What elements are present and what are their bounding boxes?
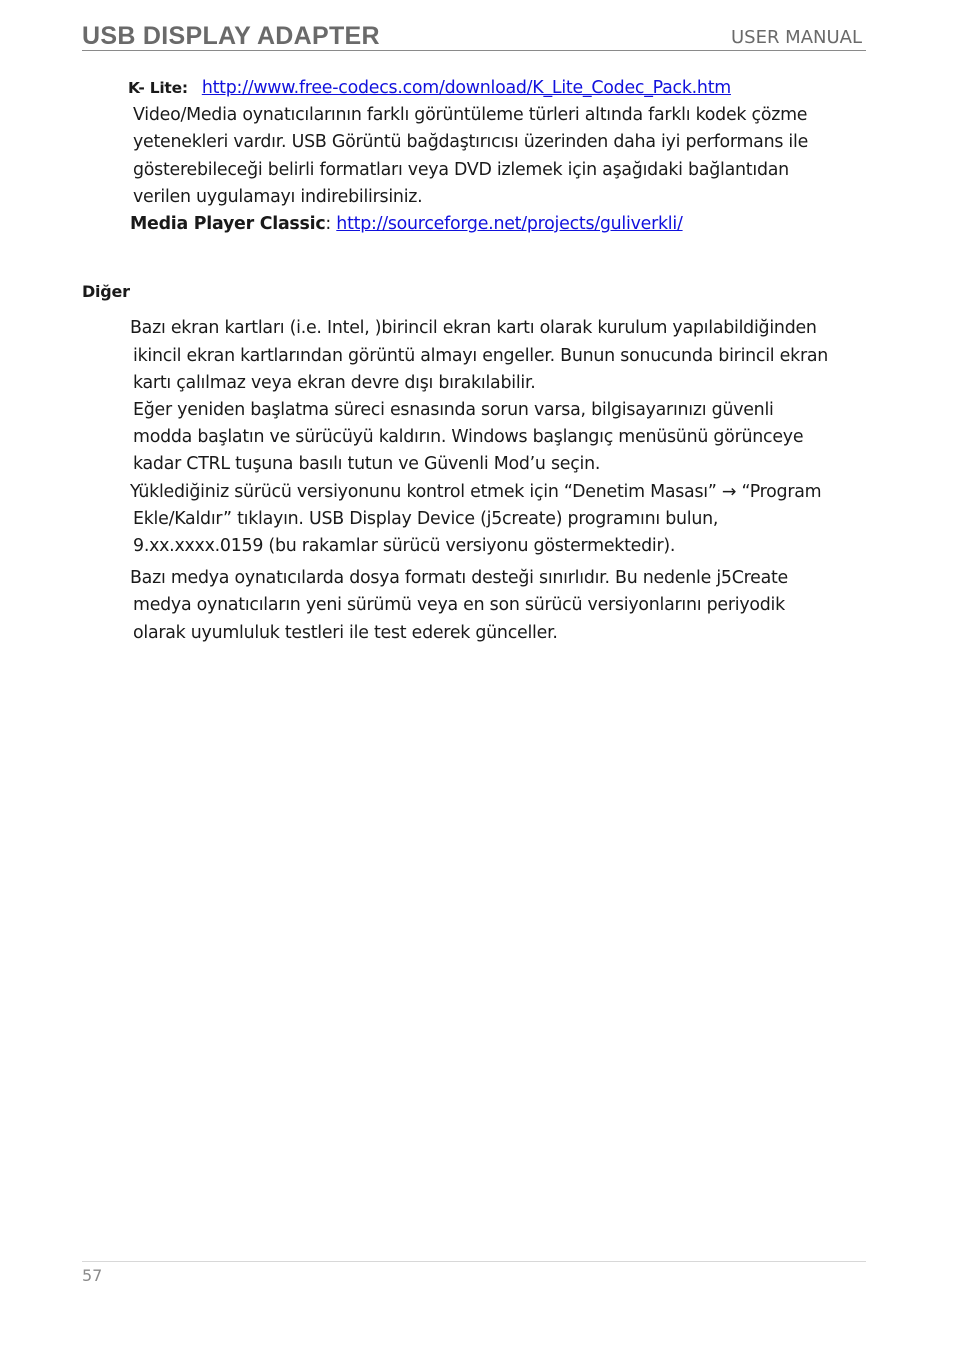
- document-type-label: USER MANUAL: [730, 27, 862, 48]
- klite-row: [82, 75, 892, 102]
- other-paragraph: [82, 479, 892, 561]
- paragraph-line: kartı çalılmaz veya ekran devre dışı bırakılabilir.: [133, 372, 536, 393]
- paragraph-line: ikincil ekran kartlarından görüntü almayı engeller. Bunun sonucunda birincil ekran: [133, 345, 829, 366]
- paragraph-line: Bazı ekran kartları (i.e. Intel, )birincil ekran kartı olarak kurulum yapılabildiğinden: [130, 318, 817, 339]
- page-content: [82, 75, 892, 647]
- klite-description-line: gösterebileceği belirli formatları veya DVD izlemek için aşağıdaki bağlantıdan: [133, 159, 789, 180]
- paragraph-line: Yüklediğiniz sürücü versiyonunu kontrol etmek için “Denetim Masası” → “Program: [130, 481, 822, 502]
- page-header: [82, 22, 866, 51]
- paragraph-line: medya oynatıcıların yeni sürümü veya en son sürücü versiyonlarını periyodik: [133, 595, 785, 616]
- section-heading-other: Diğer: [82, 282, 130, 302]
- page-footer: [82, 1261, 866, 1285]
- media-player-classic-link[interactable]: http://sourceforge.net/projects/guliverkli/: [336, 214, 683, 235]
- media-player-classic-label: Media Player Classic: [130, 214, 326, 235]
- paragraph-line: Bazı medya oynatıcılarda dosya formatı desteği sınırlıdır. Bu nedenle j5Create: [130, 568, 788, 589]
- media-player-classic-separator: :: [325, 214, 337, 235]
- klite-description-line: yetenekleri vardır. USB Görüntü bağdaştırıcısı üzerinden daha iyi performans ile: [133, 132, 809, 153]
- paragraph-line: olarak uyumluluk testleri ile test ederek günceller.: [133, 622, 558, 643]
- klite-description-line: Video/Media oynatıcılarının farklı görüntüleme türleri altında farklı kodek çözme: [133, 105, 808, 126]
- paragraph-line: Eğer yeniden başlatma süreci esnasında sorun varsa, bilgisayarınızı güvenli: [133, 400, 774, 421]
- klite-label: K- Lite:: [128, 79, 188, 97]
- media-player-classic-row: [82, 211, 892, 238]
- other-paragraph: [82, 315, 892, 397]
- other-paragraph: [82, 397, 892, 479]
- paragraph-line: 9.xx.xxxx.0159 (bu rakamlar sürücü versiyonu göstermektedir).: [133, 536, 676, 557]
- paragraph-line: kadar CTRL tuşuna basılı tutun ve Güvenli Mod’u seçin.: [133, 454, 601, 475]
- klite-download-link[interactable]: http://www.free-codecs.com/download/K_Lite_Codec_Pack.htm: [201, 78, 731, 98]
- document-title: USB DISPLAY ADAPTER: [82, 22, 380, 50]
- page-number: 57: [82, 1266, 103, 1285]
- klite-description-line: verilen uygulamayı indirebilirsiniz.: [133, 186, 423, 207]
- paragraph-line: Ekle/Kaldır” tıklayın. USB Display Device (j5create) programını bulun,: [133, 508, 719, 529]
- paragraph-line: modda başlatın ve sürücüyü kaldırın. Windows başlangıç menüsünü görünceye: [133, 427, 804, 448]
- other-paragraph: [82, 565, 892, 647]
